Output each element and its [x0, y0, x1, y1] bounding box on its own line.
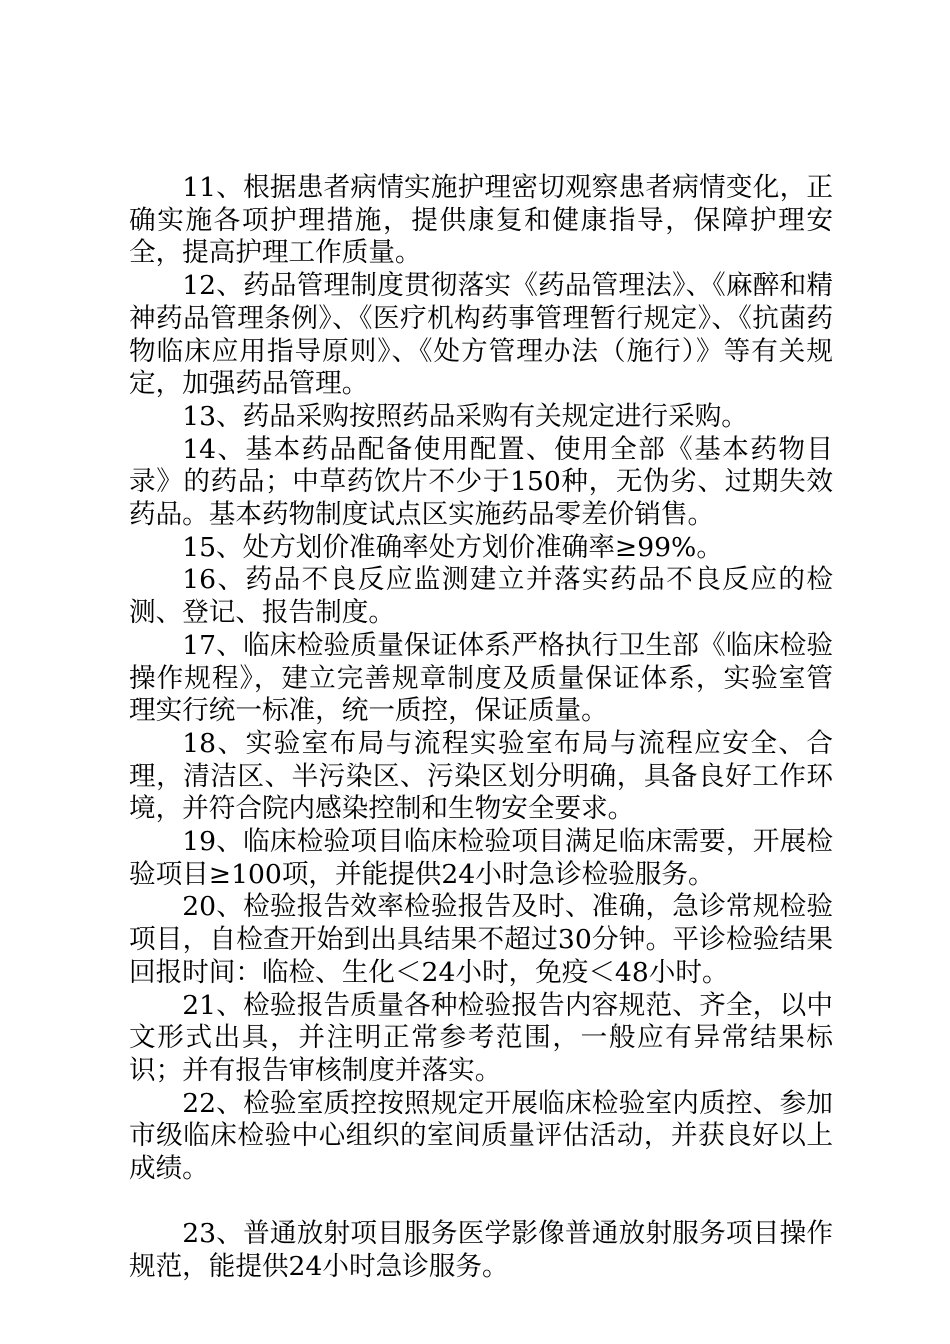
paragraph-spacer [129, 1186, 833, 1219]
paragraph-16: 16、药品不良反应监测建立并落实药品不良反应的检测、登记、报告制度。 [129, 564, 833, 629]
paragraph-11: 11、根据患者病情实施护理密切观察患者病情变化，正确实施各项护理措施，提供康复和健康指导，保障护理安全，提高护理工作质量。 [129, 172, 833, 269]
paragraph-23: 23、普通放射项目服务医学影像普通放射服务项目操作规范，能提供24小时急诊服务。 [129, 1218, 833, 1283]
paragraph-15: 15、处方划价准确率处方划价准确率≥99%。 [182, 531, 723, 563]
paragraph-19: 19、临床检验项目临床检验项目满足临床需要，开展检验项目≥100项，并能提供24小时急诊检验服务。 [129, 826, 833, 890]
document-body [129, 172, 833, 1284]
paragraph-17: 17、临床检验质量保证体系严格执行卫生部《临床检验操作规程》，建立完善规章制度及质量保证体系，实验室管理实行统一标准，统一质控，保证质量。 [129, 629, 833, 727]
paragraph-20: 20、检验报告效率检验报告及时、准确，急诊常规检验项目，自检查开始到出具结果不超过30分钟。平诊检验结果回报时间：临检、生化＜24小时，免疫＜48小时。 [129, 891, 833, 988]
paragraph-12: 12、药品管理制度贯彻落实《药品管理法》、《麻醉和精神药品管理条例》、《医疗机构药事管理暂行规定》、《抗菌药物临床应用指导原则》、《处方管理办法（施行）》等有关规定，加强药品管理。 [129, 270, 833, 400]
paragraph-13: 13、药品采购按照药品采购有关规定进行采购。 [182, 400, 748, 432]
paragraph-18: 18、实验室布局与流程实验室布局与流程应安全、合理，清洁区、半污染区、污染区划分明确，具备良好工作环境，并符合院内感染控制和生物安全要求。 [129, 727, 833, 825]
paragraph-22: 22、检验室质控按照规定开展临床检验室内质控、参加市级临床检验中心组织的室间质量评估活动，并获良好以上成绩。 [129, 1087, 833, 1185]
paragraph-21: 21、检验报告质量各种检验报告内容规范、齐全，以中文形式出具，并注明正常参考范围，一般应有异常结果标识；并有报告审核制度并落实。 [129, 989, 833, 1086]
paragraph-14: 14、基本药品配备使用配置、使用全部《基本药物目录》的药品；中草药饮片不少于150种，无伪劣、过期失效药品。基本药物制度试点区实施药品零差价销售。 [129, 433, 833, 531]
